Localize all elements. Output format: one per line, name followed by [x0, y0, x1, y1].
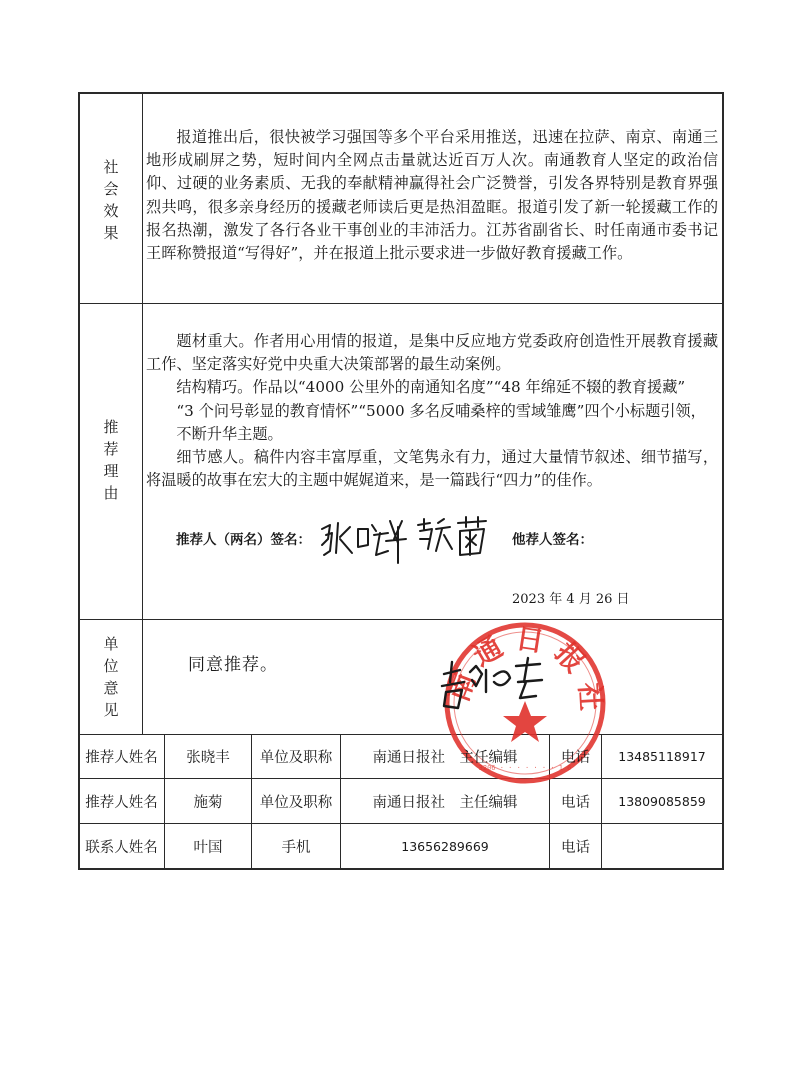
row1-name-label: 推荐人姓名	[85, 750, 158, 766]
row1-phone: 13485118917	[618, 749, 706, 764]
label-char: 单	[103, 635, 119, 653]
row2-name-label: 推荐人姓名	[85, 794, 158, 811]
social-effect-text-block	[146, 126, 718, 265]
handwritten-signature-1	[318, 515, 408, 565]
reason-paragraph-3: 细节感人。稿件内容丰富厚重，文笔隽永有力，通过大量情节叙述、细节描写，将温暖的故事在宏大的主题中娓娓道来，是一篇践行“四力”的佳作。	[146, 448, 718, 490]
row3-phone-label: 电话	[561, 839, 590, 856]
row2-unit: 南通日报社 主任编辑	[372, 794, 518, 811]
handwritten-approval-signature	[436, 652, 546, 712]
reason-paragraph-2b: “3 个问号彰显的教育情怀”“5000 多名反哺桑梓的雪域雏鹰”四个小标题引领，	[176, 401, 706, 420]
label-char: 效	[103, 202, 119, 220]
border-top	[78, 92, 724, 94]
label-char: 荐	[103, 440, 119, 458]
label-char: 由	[103, 484, 119, 502]
row3-contact-label: 联系人姓名	[85, 839, 158, 856]
row1-unit-label: 单位及职称	[259, 750, 333, 766]
row3-contact-name: 叶国	[193, 839, 223, 856]
label-char: 理	[103, 462, 119, 480]
other-signature-label: 他荐人签名：	[512, 532, 593, 548]
label-char: 见	[103, 701, 119, 719]
recommendation-reason-label	[80, 420, 142, 500]
recommender-signature-label: 推荐人（两名）签名：	[176, 532, 311, 548]
row-divider-2	[78, 619, 724, 620]
row3-phone	[602, 824, 722, 868]
svg-text:3206 · · · · · · · 1 6: 3206 · · · · · · · 1 6	[478, 764, 572, 772]
label-char: 意	[103, 679, 119, 697]
label-char: 会	[103, 180, 119, 198]
unit-opinion-text: 同意推荐。	[188, 655, 278, 675]
handwritten-signature-2	[414, 515, 490, 561]
label-char: 推	[103, 418, 119, 436]
recommendation-reason-text-block	[146, 330, 718, 492]
row2-name: 施菊	[193, 794, 223, 811]
reason-paragraph-2a: 结构精巧。作品以“4000 公里外的南通知名度”“48 年绵延不辍的教育援藏”	[176, 378, 686, 397]
row3-mobile: 13656289669	[401, 838, 489, 854]
border-bottom	[78, 868, 724, 870]
border-right	[722, 92, 724, 869]
label-char: 位	[103, 657, 119, 675]
unit-opinion-label	[80, 632, 142, 722]
label-char: 社	[103, 158, 119, 176]
row1-phone-label: 电话	[561, 750, 590, 766]
row-divider-1	[78, 303, 724, 304]
reason-paragraph-1: 题材重大。作者用心用情的报道，是集中反应地方党委政府创造性开展教育援藏工作、坚定落实好党中央重大决策部署的最生动案例。	[146, 332, 718, 374]
row1-unit: 南通日报社 主任编辑	[372, 750, 518, 766]
row2-unit-label: 单位及职称	[259, 794, 333, 811]
social-effect-label	[80, 160, 142, 240]
date: 2023 年 4 月 26 日	[512, 592, 630, 607]
label-char: 果	[103, 224, 119, 242]
row3-mobile-label: 手机	[281, 839, 311, 856]
social-effect-text: 报道推出后，很快被学习强国等多个平台采用推送，迅速在拉萨、南京、南通三地形成刷屏之势，短时间内全网点击量就达近百万人次。南通教育人坚定的政治信仰、过硬的业务素质、无我的奉献精神赢得社会广泛赞誉，引发各界特别是教育界强烈共鸣，很多亲身经历的援藏老师读后更是热泪盈眶。报道引发了新一轮援藏工作的报名热潮，激发了各行各业干事创业的丰沛活力。江苏省副省长、时任南通市委书记王晖称赞报道“写得好”，并在报道上批示要求进一步做好教育援藏工作。	[146, 128, 718, 263]
reason-paragraph-2c: 不断升华主题。	[176, 424, 283, 443]
row2-phone-label: 电话	[561, 794, 590, 811]
seal-text: 南通日报社	[441, 621, 608, 722]
row1-name: 张晓丰	[186, 750, 230, 766]
label-column-divider	[142, 92, 143, 735]
row2-phone: 13809085859	[618, 793, 706, 809]
